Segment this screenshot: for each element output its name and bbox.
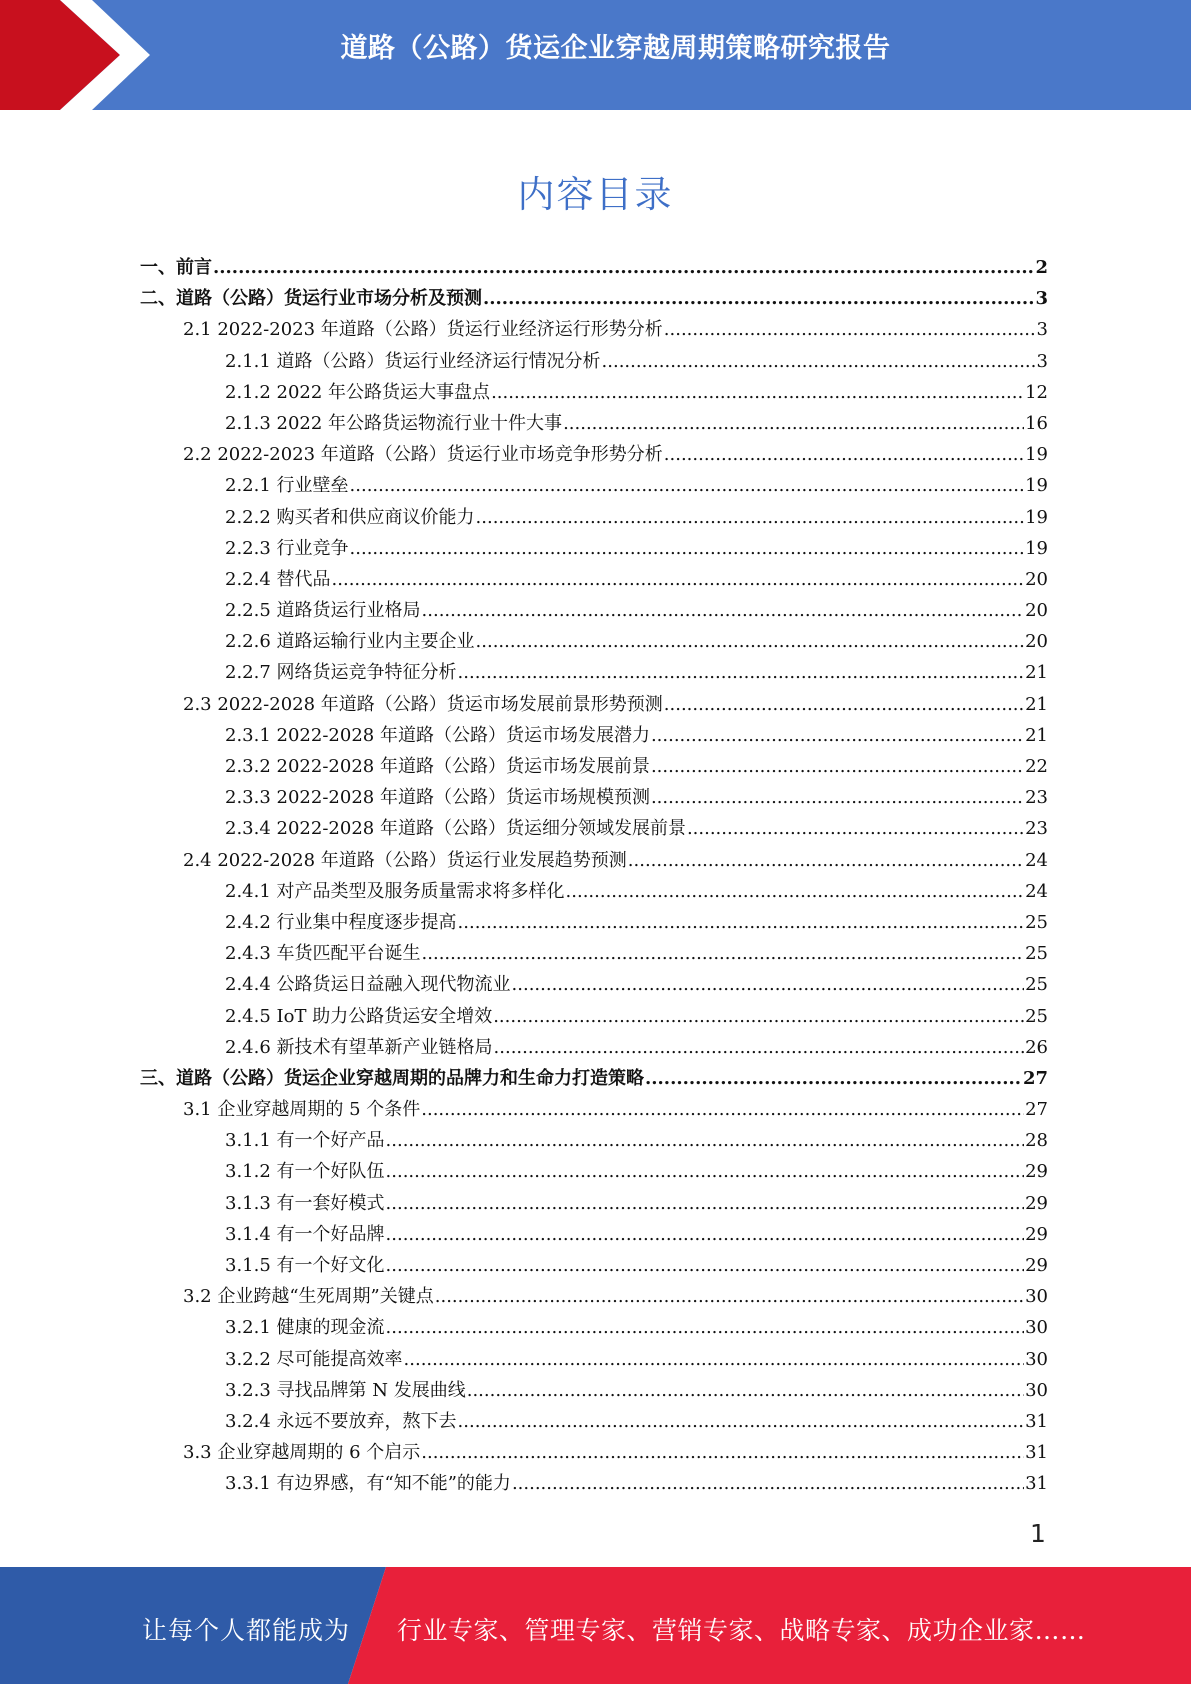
- toc-entry-page: 3: [1036, 319, 1048, 341]
- toc-entry-label: 2.3.1 2022-2028 年道路（公路）货运市场发展潜力: [225, 724, 650, 746]
- toc-dot-leader: [404, 1344, 1025, 1375]
- toc-entry-page: 30: [1025, 1379, 1048, 1401]
- toc-dot-leader: [350, 533, 1025, 564]
- toc-dot-leader: [386, 1125, 1025, 1156]
- toc-dot-leader: [421, 1437, 1024, 1468]
- toc-entry-page: 25: [1025, 911, 1048, 933]
- toc-entry[interactable]: [140, 689, 1048, 720]
- toc-dot-leader: [512, 1468, 1024, 1499]
- table-of-contents: [140, 252, 1048, 1500]
- toc-dot-leader: [651, 720, 1024, 751]
- toc-entry-page: 27: [1025, 1099, 1048, 1121]
- toc-entry[interactable]: [140, 876, 1048, 907]
- toc-entry[interactable]: [140, 1344, 1048, 1375]
- toc-entry-page: 26: [1025, 1036, 1048, 1058]
- toc-dot-leader: [458, 1406, 1025, 1437]
- toc-entry[interactable]: [140, 938, 1048, 969]
- toc-entry-page: 30: [1025, 1348, 1048, 1370]
- toc-entry-label: 3.1.2 有一个好队伍: [225, 1161, 385, 1183]
- toc-dot-leader: [483, 283, 1034, 314]
- toc-entry-label: 3.2.1 健康的现金流: [225, 1317, 385, 1339]
- toc-entry[interactable]: [140, 314, 1048, 345]
- toc-entry-label: 2.3.2 2022-2028 年道路（公路）货运市场发展前景: [225, 756, 650, 777]
- toc-entry[interactable]: [140, 1375, 1048, 1406]
- toc-dot-leader: [664, 439, 1024, 470]
- toc-entry-page: 20: [1025, 631, 1048, 653]
- toc-entry-page: 21: [1025, 724, 1048, 746]
- toc-entry[interactable]: [140, 1032, 1048, 1063]
- toc-entry-page: 27: [1022, 1067, 1048, 1089]
- toc-dot-leader: [476, 626, 1025, 657]
- toc-dot-leader: [386, 1312, 1025, 1343]
- toc-entry[interactable]: [140, 657, 1048, 688]
- toc-dot-leader: [476, 502, 1025, 533]
- toc-entry-label: 2.4.3 车货匹配平台诞生: [225, 943, 421, 965]
- toc-heading: 内容目录: [517, 173, 674, 216]
- toc-entry-page: 31: [1025, 1410, 1048, 1432]
- toc-entry-page: 30: [1025, 1286, 1048, 1308]
- toc-dot-leader: [458, 907, 1025, 938]
- toc-entry-label: 3.1 企业穿越周期的 5 个条件: [183, 1099, 421, 1121]
- toc-dot-leader: [422, 938, 1025, 969]
- toc-entry-label: 2.2.6 道路运输行业内主要企业: [225, 631, 475, 653]
- toc-entry-label: 2.3 2022-2028 年道路（公路）货运市场发展前景形势预测: [183, 693, 663, 715]
- toc-dot-leader: [602, 346, 1036, 377]
- toc-entry-label: 3.1.1 有一个好产品: [225, 1130, 385, 1152]
- toc-dot-leader: [628, 845, 1024, 876]
- toc-entry-label: 3.2.4 永远不要放弃，熬下去: [225, 1410, 457, 1432]
- toc-entry[interactable]: [140, 1156, 1048, 1187]
- toc-entry-page: 25: [1025, 943, 1048, 965]
- toc-entry-label: 2.4.6 新技术有望革新产业链格局: [225, 1036, 493, 1058]
- toc-entry[interactable]: [140, 408, 1048, 439]
- toc-entry-label: 2.2.7 网络货运竞争特征分析: [225, 662, 457, 684]
- toc-entry[interactable]: [140, 470, 1048, 501]
- toc-entry-page: 31: [1025, 1473, 1048, 1495]
- toc-entry-page: 24: [1025, 849, 1048, 871]
- toc-entry-label: 3.1.5 有一个好文化: [225, 1255, 385, 1276]
- toc-entry-page: 22: [1025, 756, 1048, 777]
- toc-entry-page: 25: [1025, 974, 1048, 996]
- toc-dot-leader: [422, 595, 1025, 626]
- toc-entry-page: 24: [1025, 880, 1048, 902]
- footer-band: [0, 1567, 1191, 1684]
- toc-entry[interactable]: [140, 813, 1048, 844]
- toc-entry[interactable]: [140, 1219, 1048, 1250]
- toc-entry-label: 2.1 2022-2023 年道路（公路）货运行业经济运行形势分析: [183, 319, 663, 341]
- toc-entry-page: 29: [1025, 1192, 1048, 1214]
- toc-entry-label: 2.4.2 行业集中程度逐步提高: [225, 911, 457, 933]
- toc-entry-label: 2.1.2 2022 年公路货运大事盘点: [225, 381, 491, 403]
- toc-dot-leader: [458, 657, 1025, 688]
- header-band: [0, 0, 1191, 110]
- toc-entry-label: 2.1.3 2022 年公路货运物流行业十件大事: [225, 412, 563, 434]
- toc-entry[interactable]: [140, 1188, 1048, 1219]
- toc-entry[interactable]: [140, 907, 1048, 938]
- toc-entry[interactable]: [140, 845, 1048, 876]
- footer-slogan-left: 让每个人都能成为: [142, 1616, 351, 1645]
- toc-dot-leader: [386, 1219, 1025, 1250]
- toc-dot-leader: [386, 1250, 1025, 1281]
- toc-dot-leader: [386, 1188, 1025, 1219]
- toc-dot-leader: [493, 1001, 1024, 1032]
- toc-dot-leader: [645, 1063, 1022, 1094]
- toc-entry-page: 21: [1025, 693, 1048, 715]
- toc-entry-page: 21: [1025, 662, 1048, 684]
- toc-entry-page: 19: [1025, 537, 1048, 559]
- toc-entry[interactable]: [140, 283, 1048, 314]
- toc-entry[interactable]: [140, 720, 1048, 751]
- toc-entry[interactable]: [140, 1250, 1048, 1281]
- toc-entry-page: 25: [1025, 1005, 1048, 1027]
- toc-entry-label: 2.2.5 道路货运行业格局: [225, 600, 421, 622]
- toc-dot-leader: [213, 252, 1034, 283]
- toc-entry-label: 三、道路（公路）货运企业穿越周期的品牌力和生命力打造策略: [140, 1067, 644, 1089]
- toc-entry[interactable]: [140, 1094, 1048, 1125]
- toc-entry-page: 29: [1025, 1255, 1048, 1276]
- toc-entry[interactable]: [140, 969, 1048, 1000]
- toc-entry-label: 3.1.3 有一套好模式: [225, 1192, 385, 1214]
- toc-entry[interactable]: [140, 1281, 1048, 1312]
- toc-entry-page: 3: [1035, 288, 1048, 310]
- toc-entry[interactable]: [140, 346, 1048, 377]
- toc-entry[interactable]: [140, 1437, 1048, 1468]
- toc-entry-label: 2.2.1 行业壁垒: [225, 475, 349, 497]
- toc-dot-leader: [651, 782, 1024, 813]
- toc-entry[interactable]: [140, 439, 1048, 470]
- toc-entry[interactable]: [140, 564, 1048, 595]
- toc-dot-leader: [494, 1032, 1025, 1063]
- toc-dot-leader: [664, 689, 1024, 720]
- toc-dot-leader: [512, 969, 1025, 1000]
- toc-entry-label: 2.4 2022-2028 年道路（公路）货运行业发展趋势预测: [183, 849, 627, 871]
- toc-entry[interactable]: [140, 377, 1048, 408]
- toc-entry-label: 二、道路（公路）货运行业市场分析及预测: [140, 288, 482, 310]
- toc-entry-page: 28: [1025, 1130, 1048, 1152]
- toc-dot-leader: [491, 377, 1024, 408]
- toc-entry-page: 16: [1025, 412, 1048, 434]
- toc-entry[interactable]: [140, 782, 1048, 813]
- toc-entry-label: 2.2.4 替代品: [225, 568, 331, 590]
- footer-slogan-right: 行业专家、管理专家、营销专家、战略专家、成功企业家……: [397, 1616, 1086, 1645]
- toc-dot-leader: [435, 1281, 1024, 1312]
- toc-entry-label: 3.3.1 有边界感，有“知不能”的能力: [225, 1473, 511, 1495]
- toc-entry-page: 19: [1025, 506, 1048, 528]
- toc-entry-label: 2.2.3 行业竞争: [225, 537, 349, 559]
- toc-entry[interactable]: [140, 502, 1048, 533]
- toc-entry-page: 29: [1025, 1223, 1048, 1245]
- toc-entry-label: 3.2.2 尽可能提高效率: [225, 1348, 403, 1370]
- toc-entry-page: 29: [1025, 1161, 1048, 1183]
- toc-entry-label: 一、前言: [140, 257, 212, 278]
- toc-entry-label: 3.2 企业跨越“生死周期”关键点: [183, 1286, 434, 1308]
- toc-entry[interactable]: [140, 1001, 1048, 1032]
- toc-entry-label: 2.1.1 道路（公路）货运行业经济运行情况分析: [225, 350, 601, 372]
- toc-entry-label: 2.2.2 购买者和供应商议价能力: [225, 506, 475, 528]
- toc-dot-leader: [664, 314, 1036, 345]
- toc-entry-label: 2.4.4 公路货运日益融入现代物流业: [225, 974, 511, 996]
- toc-dot-leader: [350, 470, 1025, 501]
- toc-entry[interactable]: [140, 1468, 1048, 1499]
- toc-entry-page: 19: [1025, 444, 1048, 466]
- toc-entry-label: 2.4.5 IoT 助力公路货运安全增效: [225, 1005, 493, 1027]
- toc-entry-page: 19: [1025, 475, 1048, 497]
- toc-entry[interactable]: [140, 1406, 1048, 1437]
- toc-entry[interactable]: [140, 626, 1048, 657]
- toc-dot-leader: [651, 751, 1024, 782]
- toc-entry[interactable]: [140, 252, 1048, 283]
- toc-entry-page: 30: [1025, 1317, 1048, 1339]
- toc-entry-page: 12: [1025, 381, 1048, 403]
- toc-entry-label: 3.3 企业穿越周期的 6 个启示: [183, 1442, 421, 1464]
- report-title: 道路（公路）货运企业穿越周期策略研究报告: [340, 33, 891, 64]
- toc-entry[interactable]: [140, 533, 1048, 564]
- toc-entry-label: 2.3.3 2022-2028 年道路（公路）货运市场规模预测: [225, 787, 650, 809]
- toc-dot-leader: [386, 1156, 1025, 1187]
- toc-entry[interactable]: [140, 1312, 1048, 1343]
- toc-dot-leader: [563, 408, 1024, 439]
- toc-entry[interactable]: [140, 1063, 1048, 1094]
- toc-entry-label: 3.1.4 有一个好品牌: [225, 1223, 385, 1245]
- toc-entry-label: 2.2 2022-2023 年道路（公路）货运行业市场竞争形势分析: [183, 444, 663, 466]
- toc-entry-page: 20: [1025, 568, 1048, 590]
- toc-entry-label: 2.4.1 对产品类型及服务质量需求将多样化: [225, 880, 565, 902]
- toc-entry-page: 3: [1036, 350, 1048, 372]
- toc-dot-leader: [566, 876, 1025, 907]
- toc-dot-leader: [467, 1375, 1024, 1406]
- toc-dot-leader: [421, 1094, 1024, 1125]
- toc-entry-page: 31: [1025, 1442, 1048, 1464]
- toc-entry-page: 2: [1035, 257, 1048, 278]
- page-number: 1: [1030, 1519, 1046, 1548]
- toc-entry-page: 20: [1025, 600, 1048, 622]
- toc-entry-label: 3.2.3 寻找品牌第 N 发展曲线: [225, 1379, 466, 1401]
- toc-entry-page: 23: [1025, 818, 1048, 840]
- toc-entry[interactable]: [140, 751, 1048, 782]
- toc-dot-leader: [332, 564, 1025, 595]
- toc-entry[interactable]: [140, 595, 1048, 626]
- toc-entry-page: 23: [1025, 787, 1048, 809]
- toc-dot-leader: [687, 813, 1024, 844]
- toc-entry-label: 2.3.4 2022-2028 年道路（公路）货运细分领域发展前景: [225, 818, 686, 840]
- toc-entry[interactable]: [140, 1125, 1048, 1156]
